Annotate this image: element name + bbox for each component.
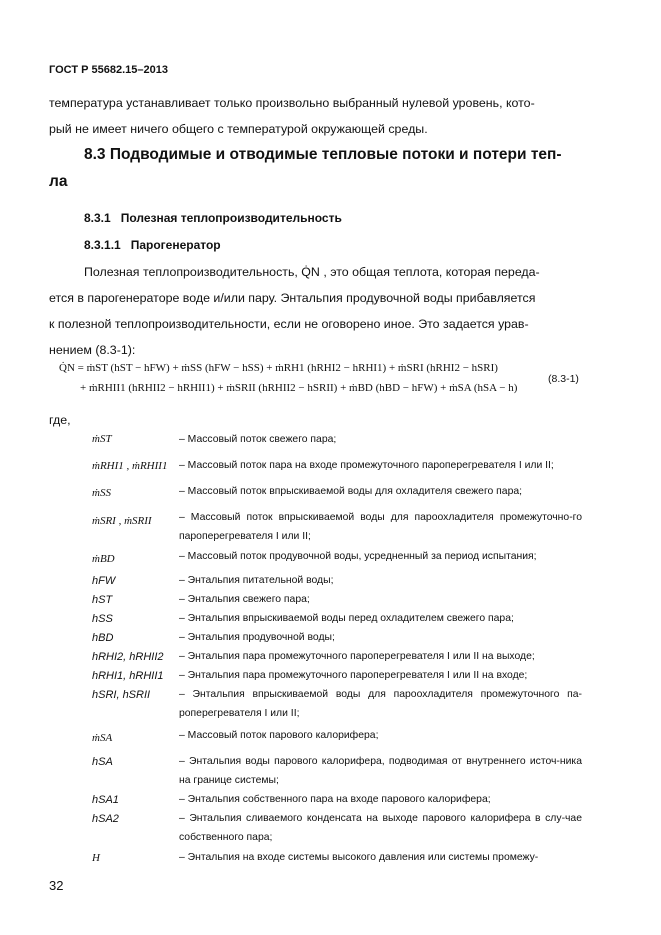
para-line-2: ется в парогенераторе воде и/или пару. Энтальпия продувочной воды прибавляется xyxy=(49,291,536,305)
def-text: – Энтальпия сливаемого конденсата на выходе парового калорифера в слу-чае собственного пара; xyxy=(179,813,582,843)
equation-line-1: Q̇N = ṁST (hST − hFW) + ṁSS (hFW − hSS) + ṁRH1 (hRHI2 − hRHI1) + ṁSRI (hRHI2 − hSRI) xyxy=(59,362,498,374)
para-line-4: нением (8.3-1): xyxy=(49,343,136,357)
where-label: где, xyxy=(49,413,71,427)
def-symbol: hFW xyxy=(92,575,116,587)
def-text: – Массовый поток парового калорифера; xyxy=(179,730,379,741)
para-line-1: Полезная теплопроизводительность, Q̇N , это общая теплота, которая переда- xyxy=(84,265,540,279)
def-symbol: ṁSA xyxy=(92,732,113,744)
def-text: – Энтальпия свежего пара; xyxy=(179,594,310,605)
def-symbol: H xyxy=(92,852,100,864)
section-title-line-1: 8.3 Подводимые и отводимые тепловые потоки и потери теп- xyxy=(84,146,562,163)
def-symbol: ṁRHI1 , ṁRHII1 xyxy=(92,460,168,472)
subsection-title: 8.3.1 Полезная теплопроизводительность xyxy=(84,211,342,225)
def-symbol: ṁBD xyxy=(92,553,115,565)
equation-number: (8.3-1) xyxy=(548,373,579,385)
document-header: ГОСТ Р 55682.15–2013 xyxy=(49,64,168,76)
def-text: – Массовый поток впрыскиваемой воды для охладителя свежего пара; xyxy=(179,486,523,497)
def-symbol: hST xyxy=(92,594,113,606)
def-symbol: hBD xyxy=(92,632,114,644)
intro-paragraph xyxy=(49,90,581,142)
def-text: – Массовый поток свежего пара; xyxy=(179,434,337,445)
def-text: – Массовый поток пара на входе промежуточного пароперегревателя I или II; xyxy=(179,460,554,471)
def-text: – Энтальпия впрыскиваемой воды для пароохладителя промежуточного па-роперегревателя I или II; xyxy=(179,689,582,719)
def-text: – Массовый поток впрыскиваемой воды для пароохладителя промежуточно-го пароперегревателя I или II; xyxy=(179,512,582,542)
def-text: – Энтальпия на входе системы высокого давления или системы промежу- xyxy=(179,852,539,863)
body-paragraph xyxy=(49,259,581,363)
def-symbol: ṁST xyxy=(92,433,112,445)
def-symbol: hRHI1, hRHII1 xyxy=(92,670,164,682)
subsubsection-title: 8.3.1.1 Парогенератор xyxy=(84,238,221,252)
def-text: – Энтальпия собственного пара на входе парового калорифера; xyxy=(179,794,491,805)
def-symbol: hSA1 xyxy=(92,794,119,806)
def-text: – Энтальпия впрыскиваемой воды перед охладителем свежего пара; xyxy=(179,613,514,624)
def-symbol: hSS xyxy=(92,613,113,625)
def-text: – Массовый поток продувочной воды, усредненный за период испытания; xyxy=(179,551,537,562)
intro-line-2: рый не имеет ничего общего с температурой окружающей среды. xyxy=(49,122,428,136)
def-text: – Энтальпия пара промежуточного пароперегревателя I или II на входе; xyxy=(179,670,528,681)
def-symbol: ṁSRI , ṁSRII xyxy=(92,515,152,527)
page-number: 32 xyxy=(49,878,64,893)
intro-line-1: температура устанавливает только произвольно выбранный нулевой уровень, кото- xyxy=(49,96,535,110)
def-text: – Энтальпия продувочной воды; xyxy=(179,632,335,643)
def-text: – Энтальпия воды парового калорифера, подводимая от внутреннего источ-ника на границе системы; xyxy=(179,756,582,786)
def-symbol: hSRI, hSRII xyxy=(92,689,151,701)
def-symbol: ṁSS xyxy=(92,487,111,499)
para-line-3: к полезной теплопроизводительности, если не оговорено иное. Это задается урав- xyxy=(49,317,529,331)
def-text: – Энтальпия питательной воды; xyxy=(179,575,334,586)
section-title-line-2: ла xyxy=(49,173,68,190)
def-symbol: hRHI2, hRHII2 xyxy=(92,651,164,663)
def-symbol: hSA2 xyxy=(92,813,119,825)
def-symbol: hSA xyxy=(92,756,113,768)
equation-line-2: + ṁRHII1 (hRHII2 − hRHII1) + ṁSRII (hRHII2 − hSRII) + ṁBD (hBD − hFW) + ṁSA (hSA − h) xyxy=(80,382,518,394)
def-text: – Энтальпия пара промежуточного пароперегревателя I или II на выходе; xyxy=(179,651,535,662)
